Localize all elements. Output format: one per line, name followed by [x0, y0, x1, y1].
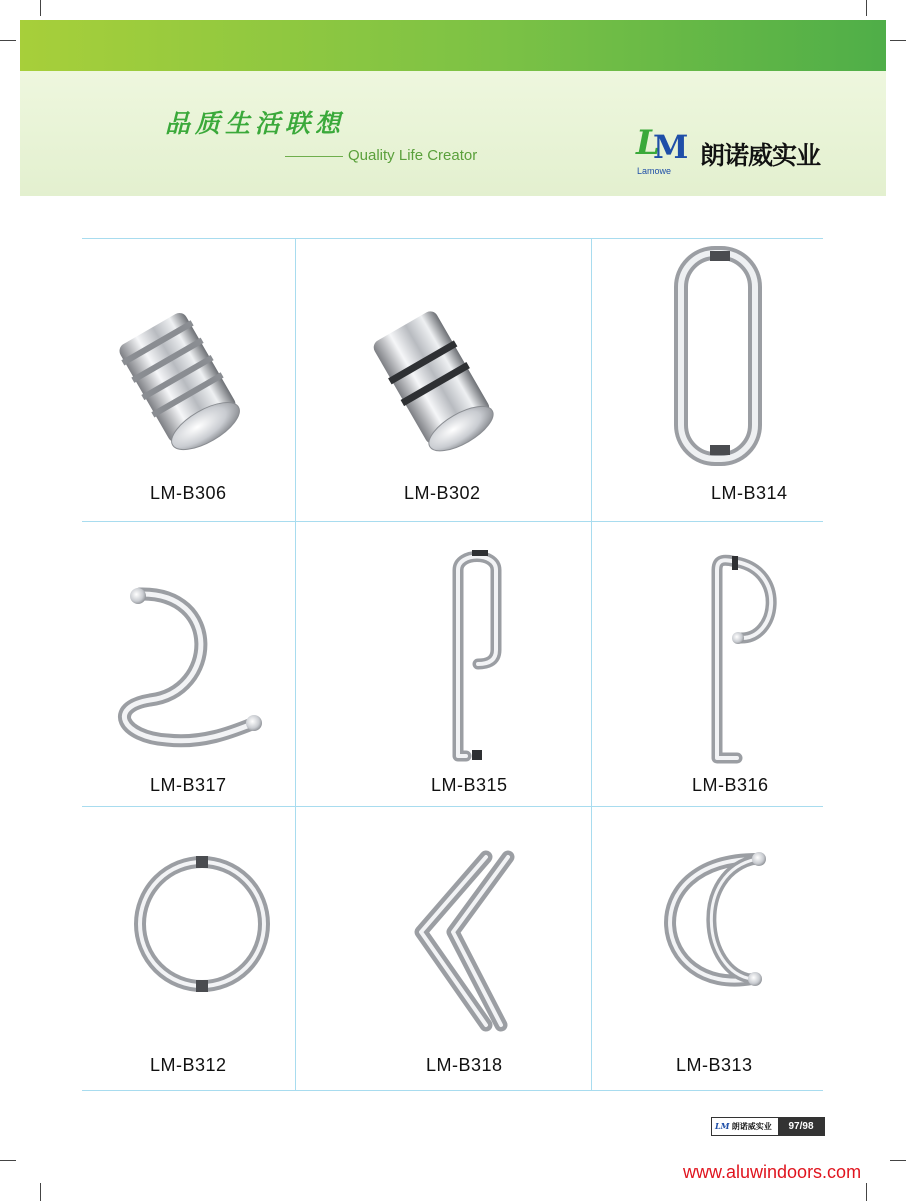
page-number: 97/98	[778, 1118, 824, 1135]
header-band	[20, 20, 886, 71]
product-code: LM-B318	[426, 1055, 503, 1075]
product-code: LM-B316	[692, 775, 769, 795]
product-code: LM-B302	[404, 483, 481, 503]
ring-handle-icon	[82, 807, 295, 1090]
product-cell	[296, 807, 591, 1090]
crop-mark	[866, 0, 867, 16]
crop-mark	[40, 0, 41, 16]
product-cell	[592, 239, 823, 521]
logo-letter-m: M	[653, 128, 689, 166]
brand-name: 朗诺威实业	[700, 141, 821, 170]
footer-logo	[712, 1118, 778, 1135]
product-cell	[82, 239, 295, 521]
crop-mark	[40, 1183, 41, 1201]
product-code: LM-B312	[150, 1055, 227, 1075]
logo-letter-l: L	[636, 123, 660, 163]
curved-s-handle-icon	[82, 522, 295, 806]
product-code: LM-B306	[150, 483, 227, 503]
crop-mark	[866, 1183, 867, 1201]
footer-logo-letters: LM	[715, 1121, 730, 1131]
round-knob-grooved-icon	[82, 239, 295, 521]
crop-mark	[890, 1160, 906, 1161]
slogan-english: Quality Life Creator	[348, 147, 478, 164]
hook-pull-handle-icon	[592, 522, 823, 806]
product-cell	[296, 522, 591, 806]
slogan-chinese: 品质生活联想	[165, 109, 346, 138]
crop-mark	[0, 40, 16, 41]
product-code: LM-B314	[711, 483, 788, 503]
crescent-handle-icon	[592, 807, 823, 1090]
straight-pull-handle-icon	[592, 239, 823, 521]
product-code: LM-B313	[676, 1055, 753, 1075]
product-cell	[592, 807, 823, 1090]
footer-brand-name: 朗诺威实业	[731, 1122, 772, 1131]
logo-subtitle: Lamowe	[637, 166, 672, 176]
header-panel	[20, 71, 886, 196]
offset-pull-handle-icon	[296, 522, 591, 806]
product-code: LM-B317	[150, 775, 227, 795]
product-cell	[82, 522, 295, 806]
crop-mark	[0, 1160, 16, 1161]
grid-line	[82, 1090, 823, 1091]
product-cell	[296, 239, 591, 521]
brand-logo	[636, 123, 689, 176]
product-cell	[82, 807, 295, 1090]
round-knob-banded-icon	[296, 239, 591, 521]
page-footer-tag	[711, 1117, 825, 1136]
website-link[interactable]: www.aluwindoors.com	[683, 1162, 862, 1182]
chevron-handle-icon	[296, 807, 591, 1090]
product-code: LM-B315	[431, 775, 508, 795]
crop-mark	[890, 40, 906, 41]
product-cell	[592, 522, 823, 806]
slogan-divider	[285, 156, 343, 157]
